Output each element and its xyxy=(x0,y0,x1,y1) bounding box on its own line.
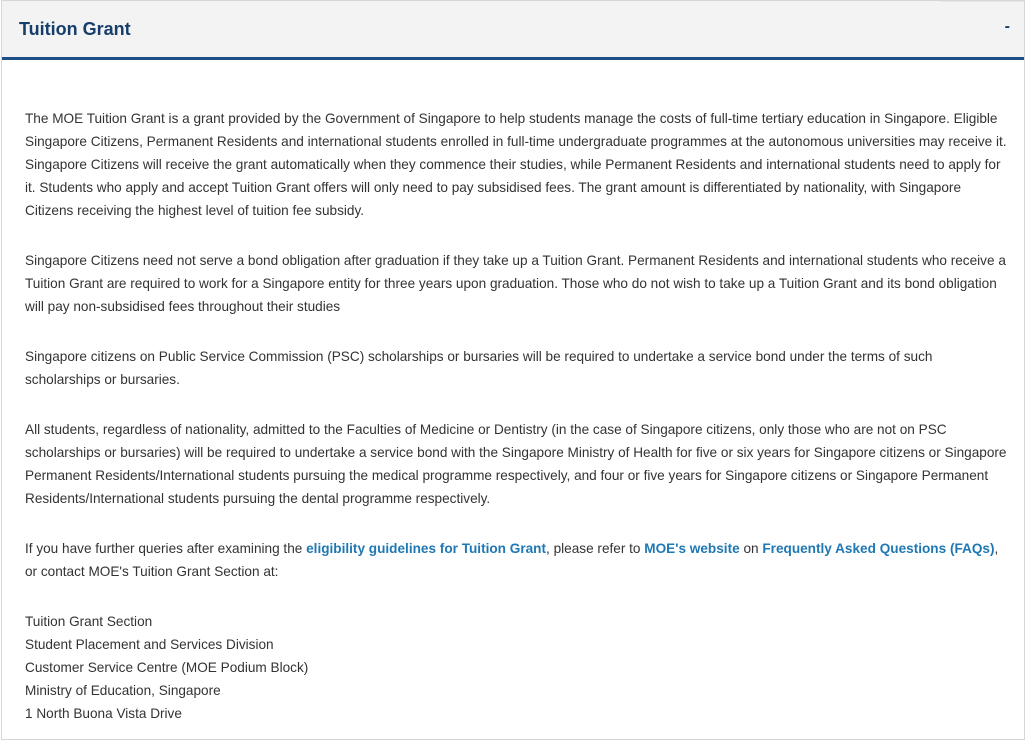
address-line-2: Student Placement and Services Division xyxy=(25,637,274,652)
address-line-4: Ministry of Education, Singapore xyxy=(25,683,221,698)
address-line-1: Tuition Grant Section xyxy=(25,614,153,629)
panel-header[interactable] xyxy=(2,1,1024,60)
queries-text-2: , please refer to xyxy=(546,541,645,556)
collapse-toggle-icon[interactable]: - xyxy=(1004,18,1010,35)
header-tab-divider xyxy=(940,1,1024,2)
tuition-grant-panel xyxy=(1,0,1025,740)
faq-link[interactable]: Frequently Asked Questions (FAQs) xyxy=(762,541,995,556)
queries-text-1: If you have further queries after examining the xyxy=(25,541,307,556)
address-line-3: Customer Service Centre (MOE Podium Block) xyxy=(25,660,309,675)
panel-body xyxy=(25,107,1007,725)
paragraph-queries xyxy=(25,537,1007,583)
eligibility-guidelines-link[interactable]: eligibility guidelines for Tuition Grant xyxy=(306,541,547,556)
paragraph-overview: The MOE Tuition Grant is a grant provided by the Government of Singapore to help students manage the costs of full-time tertiary education in Singapore. Eligible Singapore Citizens, Permanent Residents and international students enrolled in full-time undergraduate programmes at the autonomous universities may receive it. Singapore Citizens will receive the grant automatically when they commence their studies, while Permanent Residents and international students need to apply for it. Students who apply and accept Tuition Grant offers will only need to pay subsidised fees. The grant amount is differentiated by nationality, with Singapore Citizens receiving the highest level of tuition fee subsidy. xyxy=(25,111,1007,218)
panel-title: Tuition Grant xyxy=(19,19,131,39)
queries-text-3: on xyxy=(739,541,763,556)
paragraph-psc-scholarships: Singapore citizens on Public Service Commission (PSC) scholarships or bursaries will be required to undertake a service bond under the terms of such scholarships or bursaries. xyxy=(25,349,933,387)
paragraph-bond-obligation: Singapore Citizens need not serve a bond obligation after graduation if they take up a Tuition Grant. Permanent Residents and international students who receive a Tuition Grant are required to work for a Singapore entity for three years upon graduation. Those who do not wish to take up a Tuition Grant and its bond obligation will pay non-subsidised fees throughout their studies xyxy=(25,253,1006,314)
moe-website-link[interactable]: MOE's website xyxy=(644,541,740,556)
queries-text-4: , or contact MOE's Tuition Grant Section at: xyxy=(25,541,999,579)
contact-address xyxy=(25,610,1007,725)
paragraph-medicine-dentistry: All students, regardless of nationality, admitted to the Faculties of Medicine or Dentistry (in the case of Singapore citizens, only those who are not on PSC scholarships or bursaries) will be required to undertake a service bond with the Singapore Ministry of Health for five or six years for Singapore citizens or Singapore Permanent Residents/International students pursuing the medical programme respectively, and four or five years for Singapore citizens or Singapore Permanent Residents/International students pursuing the dental programme respectively. xyxy=(25,422,1007,506)
address-line-5: 1 North Buona Vista Drive xyxy=(25,706,182,721)
